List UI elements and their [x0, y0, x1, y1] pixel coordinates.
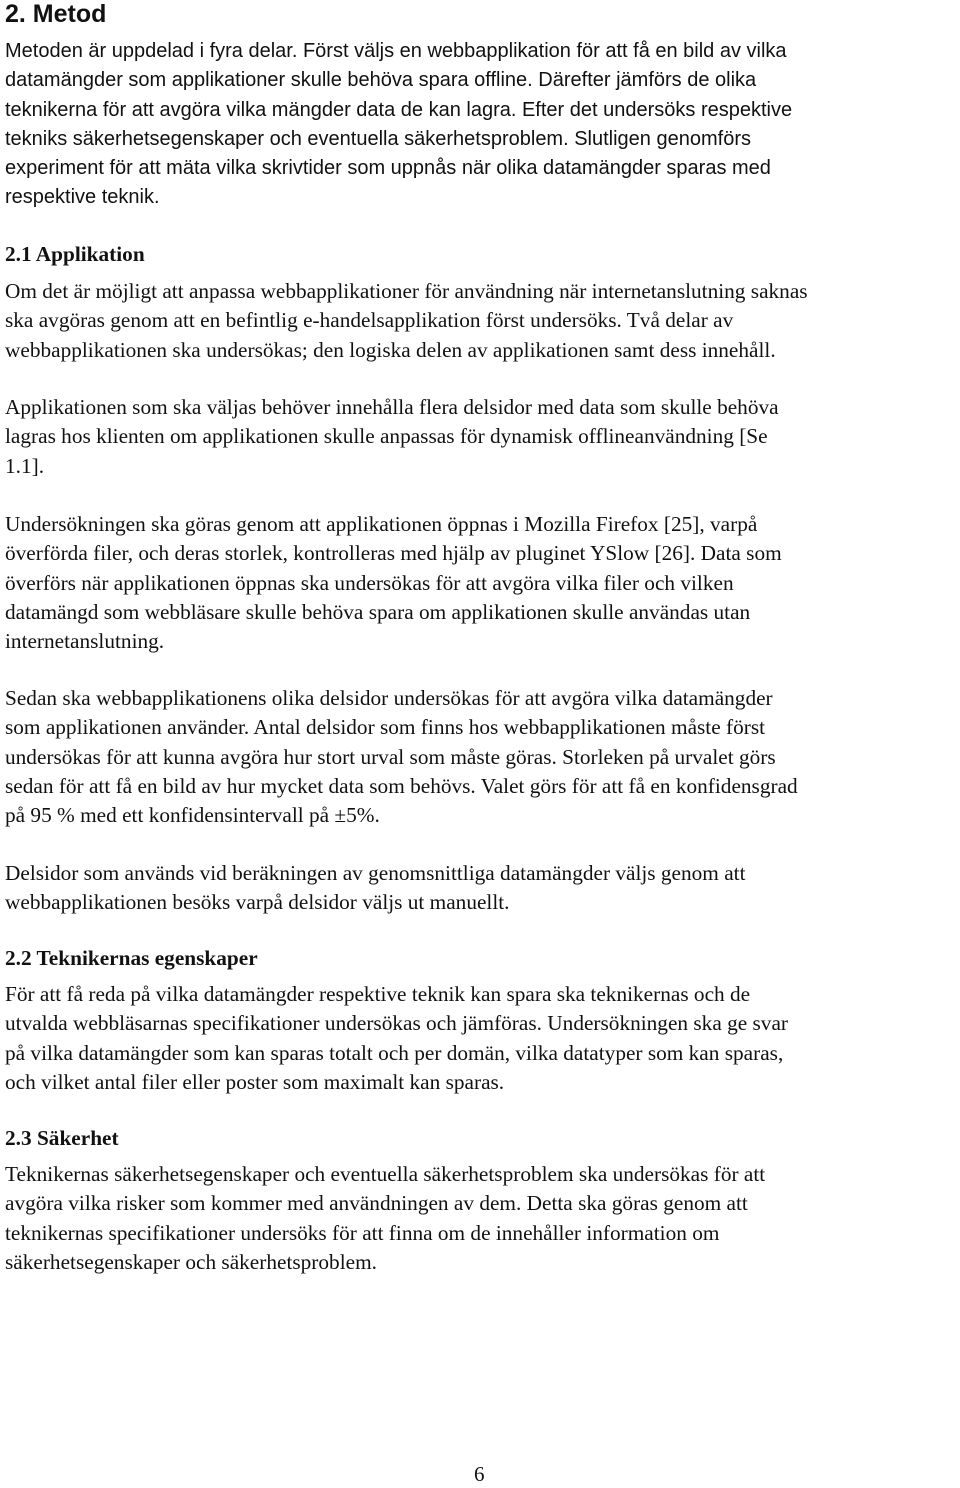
- page-number: 6: [474, 1462, 485, 1486]
- text-line: teknikerna för att avgöra vilka mängder data de kan lagra. Efter det undersöks respektive: [5, 98, 793, 121]
- text-line: webbapplikationen besöks varpå delsidor väljs ut manuellt.: [5, 890, 510, 915]
- text-line: teknikernas specifikationer undersöks för att finna om de innehåller information om: [5, 1220, 720, 1245]
- text-line: experiment för att mäta vilka skrivtider som uppnås när olika datamängder sparas med: [5, 157, 771, 180]
- section-heading-metod: 2. Metod: [5, 0, 107, 28]
- subheading-applikation: 2.1 Applikation: [5, 242, 145, 266]
- text-line: datamängd som webbläsare skulle behöva spara om applikationen skulle användas utan: [5, 599, 751, 624]
- text-line: överförda filer, och deras storlek, kontrolleras med hjälp av pluginet YSlow [26]. Data som: [5, 541, 782, 566]
- text-line: Undersökningen ska göras genom att applikationen öppnas i Mozilla Firefox [25], varpå: [5, 512, 758, 536]
- text-line: på vilka datamängder som kan sparas totalt och per domän, vilka datatyper som kan sparas,: [5, 1040, 784, 1065]
- subheading-sakerhet: 2.3 Säkerhet: [5, 1126, 119, 1150]
- text-line: webbapplikationen ska undersökas; den logiska delen av applikationen samt dess innehåll.: [5, 337, 776, 362]
- paragraph-applikation-2: [5, 393, 779, 481]
- text-line: Metoden är uppdelad i fyra delar. Först väljs en webbapplikation för att få en bild av vilka: [5, 40, 787, 62]
- text-line: avgöra vilka risker som kommer med användningen av dem. Detta ska göras genom att: [5, 1191, 748, 1216]
- text-line: Om det är möjligt att anpassa webbapplikationer för användning när internetanslutning saknas: [5, 279, 808, 303]
- text-line: utvalda webbläsarnas specifikationer undersökas och jämföras. Undersökningen ska ge svar: [5, 1011, 789, 1036]
- text-line: 1.1].: [5, 453, 45, 478]
- intro-paragraph: [5, 37, 792, 213]
- paragraph-teknikernas-egenskaper: [5, 980, 788, 1097]
- text-line: datamängder som applikationer skulle behöva spara offline. Därefter jämförs de olika: [5, 69, 757, 92]
- paragraph-applikation-1: [5, 277, 808, 365]
- text-line: Sedan ska webbapplikationens olika delsidor undersökas för att avgöra vilka datamängder: [5, 686, 773, 710]
- text-line: Delsidor som används vid beräkningen av genomsnittliga datamängder väljs genom att: [5, 861, 746, 885]
- text-line: sedan för att få en bild av hur mycket data som behövs. Valet görs för att få en konfidensgrad: [5, 773, 798, 798]
- text-line: internetanslutning.: [5, 629, 165, 654]
- paragraph-applikation-3: [5, 510, 782, 656]
- text-line: på 95 % med ett konfidensintervall på ±5%.: [5, 803, 380, 828]
- text-line: undersökas för att kunna avgöra hur stort urval som måste göras. Storleken på urvalet görs: [5, 744, 776, 769]
- text-line: överförs när applikationen öppnas ska undersökas för att avgöra vilka filer och vilken: [5, 570, 734, 595]
- text-line: och vilket antal filer eller poster som maximalt kan sparas.: [5, 1069, 505, 1094]
- subheading-teknikernas-egenskaper: 2.2 Teknikernas egenskaper: [5, 946, 258, 970]
- paragraph-applikation-4: [5, 684, 798, 830]
- text-line: som applikationen använder. Antal delsidor som finns hos webbapplikationen måste först: [5, 715, 766, 740]
- text-line: säkerhetsegenskaper och säkerhetsproblem.: [5, 1249, 377, 1274]
- paragraph-sakerhet: [5, 1160, 765, 1277]
- text-line: tekniks säkerhetsegenskaper och eventuella säkerhetsproblem. Slutligen genomförs: [5, 127, 751, 150]
- text-line: ska avgöras genom att en befintlig e-handelsapplikation först undersöks. Två delar av: [5, 308, 734, 333]
- text-line: Applikationen som ska väljas behöver innehålla flera delsidor med data som skulle behöva: [5, 395, 779, 419]
- text-line: Teknikernas säkerhetsegenskaper och eventuella säkerhetsproblem ska undersökas för att: [5, 1162, 766, 1186]
- text-line: lagras hos klienten om applikationen skulle anpassas för dynamisk offlineanvändning [Se: [5, 424, 768, 449]
- text-line: För att få reda på vilka datamängder respektive teknik kan spara ska teknikernas och de: [5, 982, 751, 1006]
- paragraph-applikation-5: [5, 859, 745, 918]
- text-line: respektive teknik.: [5, 186, 160, 209]
